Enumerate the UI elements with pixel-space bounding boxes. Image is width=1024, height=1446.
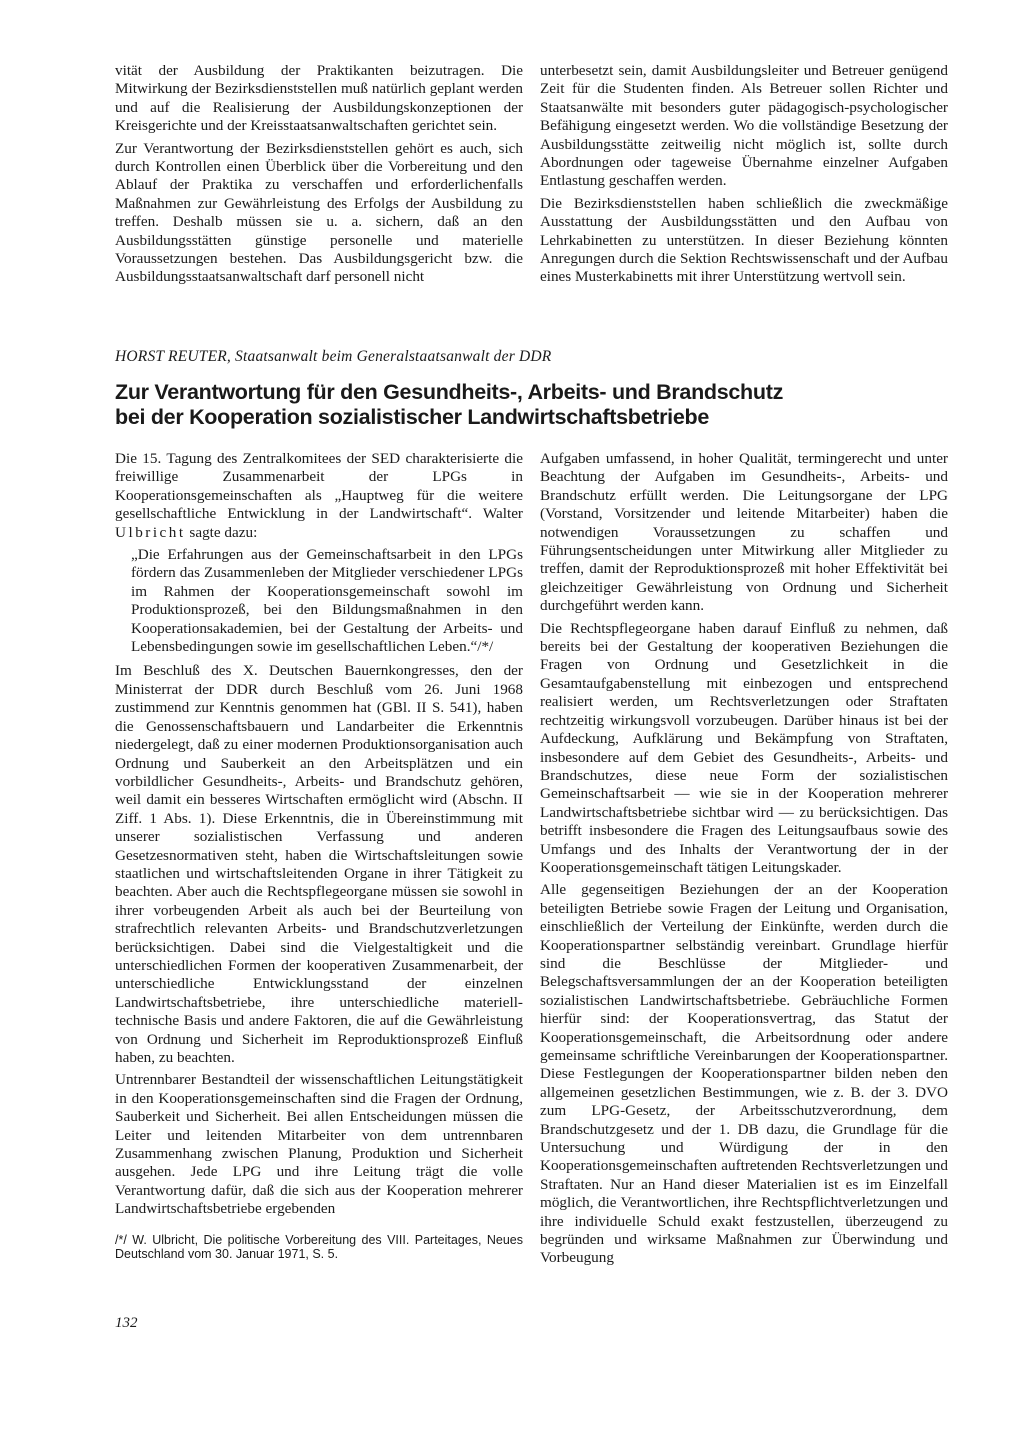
top-right-paragraph-1: unterbesetzt sein, damit Ausbildungsleiter und Betreuer genügend Zeit für die Studenten finden. Als Betreuer sollen Richter und Staatsanwälte mit besonders guter pädagogisch-psychologischer Befähigung eingesetzt werden. Wo die vollständige Besetzung der Ausbildungsstätte zeitweilig nicht möglich ist, sollte durch Abordnungen oder tageweise Übernahme einzelner Aufgaben Entlastung geschaffen werden. [540,62,948,190]
intro-text: Die 15. Tagung des Zentralkomitees der SED charakterisierte die freiwillige Zusammenarbeit der LPGs in Kooperationsgemeinschaften als „Hauptweg für die weitere gesellschaftliche Entwicklung in der Landwirtschaft“. [115,450,523,523]
intro-speaker-suffix: sagte dazu: [189,523,258,541]
article-title [115,380,935,430]
article-title-line-1: Zur Verantwortung für den Gesundheits-, Arbeits- und Brandschutz [115,380,784,404]
intro-speaker-prefix: Walter [482,505,523,523]
top-left-paragraph-1: vität der Ausbildung der Praktikanten beizutragen. Die Mitwirkung der Bezirksdienststellen muß natürlich geplant werden und auf die Realisierung der Ausbildungskonzeptionen der Kreisgerichte und der Kreisstaatsanwaltschaften gerichtet sein. [115,62,523,135]
article-left-paragraph-3: Untrennbarer Bestandteil der wissenschaftlichen Leitungstätigkeit in den Kooperationsgemeinschaften sind die Fragen der Ordnung, Sauberkeit und Sicherheit. Bei allen Entscheidungen müssen die Leiter und leitenden Mitarbeiter von dem untrennbaren Zusammenhang zwischen Planung, Produktion und Sicherheit ausgehen. Jede LPG und ihre Leitung trägt die volle Verantwortung dafür, daß die sich aus der Kooperation mehrerer Landwirtschaftsbetriebe ergebenden [115,1071,523,1218]
article-right-paragraph-1: Aufgaben umfassend, in hoher Qualität, termingerecht und unter Beachtung der Aufgaben im Gesundheits-, Arbeits- und Brandschutz erfüllt werden. Die Leitungsorgane der LPG (Vorstand, Vorsitzender und leitende Mitarbeiter) haben die notwendigen Voraussetzungen zu schaffen und Führungsentscheidungen unter Mitwirkung aller Mitglieder zu treffen, damit der Reproduktionsprozeß mit hoher Effektivität bei gleichzeitiger Gewährleistung von Ordnung und Sicherheit durchgeführt werden kann. [540,450,948,615]
top-right-column [540,62,948,291]
article-intro-paragraph [115,450,523,542]
article-right-paragraph-3: Alle gegenseitigen Beziehungen der an der Kooperation beteiligten Betriebe sowie Fragen der Leitung und Organisation, einschließlich der Verteilung der Einkünfte, werden durch die Kooperationspartner selbständig vereinbart. Grundlage hierfür sind die Beschlüsse der Mitglieder- und Belegschaftsversammlungen der an der Kooperation beteiligten sozialistischen Landwirtschaftsbetriebe. Gebräuchliche Formen hierfür sind: der Kooperationsvertrag, das Statut der Kooperationsgemeinschaft, die Arbeitsordnung oder andere gemeinsame schriftliche Vereinbarungen der Kooperationspartner. Diese Festlegungen der Kooperationspartner bilden neben den allgemeinen gesetzlichen Bestimmungen, wie z. B. der 3. DVO zum LPG-Gesetz, der Arbeitsschutzverordnung, dem Brandschutzgesetz und der 1. DB dazu, die Grundlage für die Untersuchung und Würdigung der in den Kooperationsgemeinschaften auftretenden Rechtsverletzungen und Straftaten. Nur an Hand dieser Materialien ist es im Einzelfall möglich, die Verantwortlichen, ihre Rechtspflichtverletzungen und ihre individuelle Schuld exakt festzustellen, überzeugend zu begründen und wirksame Maßnahmen zur Überwindung und Vorbeugung [540,881,948,1267]
article-right-column [540,450,948,1272]
top-left-column [115,62,523,291]
article-left-paragraph-2: Im Beschluß des X. Deutschen Bauernkongresses, den der Ministerrat der DDR durch Beschluß vom 26. Juni 1968 zustimmend zur Kenntnis genommen hat (GBl. II S. 541), haben die Genossenschaftsbauern und Landarbeiter die Erkenntnis niedergelegt, daß zu einer modernen Produktionsorganisation auch Ordnung und Sauberkeit an den Arbeitsplätzen und ein vorbildlicher Gesundheits-, Arbeits- und Brandschutz gehören, weil damit ein besseres Wirtschaften ermöglicht wird (Abschn. II Ziff. 1 Abs. 1). Diese Erkenntnis, die in Übereinstimmung mit unserer sozialistischen Verfassung und anderen Gesetzesnormativen steht, haben die Wirtschaftsleitungen sowie staatlichen und wirtschaftsleitenden Organe in ihrer Tätigkeit zu beachten. Aber auch die Rechtspflegeorgane müssen sie sowohl in ihrer vorbeugenden Arbeit als auch bei der Beurteilung von strafrechtlich relevanten Arbeits- und Brandschutzverletzungen berücksichtigen. Dabei sind die Vielgestaltigkeit und die unterschiedlichen Formen der kooperativen Zusammenarbeit, der unterschiedliche Entwicklungsstand der einzelnen Landwirtschaftsbetriebe, ihre unterschiedliche materiell-technische Basis und andere Faktoren, die auf die Gewährleistung von Ordnung und Sicherheit im Reproduktionsprozeß Einfluß haben, zu beachten. [115,662,523,1066]
article-right-paragraph-2: Die Rechtspflegeorgane haben darauf Einfluß zu nehmen, daß bereits bei der Gestaltung der kooperativen Beziehungen die Fragen von Ordnung und Gesetzlichkeit in die Gesamtaufgabenstellung mit einbezogen und entsprechend realisiert werden, um Rechtsverletzungen oder Straftaten rechtzeitig wirkungsvoll vorzubeugen. Darüber hinaus ist bei der Aufdeckung, Aufklärung und Bekämpfung von Straftaten, insbesondere auf dem Gebiet des Gesundheits-, Arbeits- und Brandschutzes, diese neue Form der sozialistischen Gemeinschaftsarbeit — wie sie in der Kooperation mehrerer Landwirtschaftsbetriebe sichtbar wird — zu berücksichtigen. Das betrifft insbesondere die Fragen des Leitungsaufbaus sowie des Umfangs und des Inhalts der Verantwortung der in der Kooperationsgemeinschaft tätigen Leitungskader. [540,619,948,876]
ulbricht-quote: „Die Erfahrungen aus der Gemeinschaftsarbeit in den LPGs fördern das Zusammenleben der Mitglieder verschiedener LPGs im Rahmen der Kooperationsgemeinschaft sowohl im Produktionsprozeß, bei den Bildungsmaßnahmen in den Kooperationsakademien, bei der Gestaltung der Arbeits- und Lebensbedingungen sowie im gesellschaftlichen Leben.“/*/ [131,546,523,656]
top-left-paragraph-2: Zur Verantwortung der Bezirksdienststellen gehört es auch, sich durch Kontrollen einen Überblick über die Vorbereitung und den Ablauf der Praktika zu verschaffen und erforderlichenfalls Maßnahmen zur Gewährleistung des Erfolgs der Ausbildung zu treffen. Deshalb müssen sie u. a. sichern, daß an den Ausbildungsstätten günstige personelle und materielle Voraussetzungen bestehen. Das Ausbildungsgericht bzw. die Ausbildungsstaatsanwaltschaft darf personell nicht [115,139,523,286]
article-left-column [115,450,523,1266]
article-byline: HORST REUTER, Staatsanwalt beim Generalstaatsanwalt der DDR [115,348,552,365]
article-title-line-2: bei der Kooperation sozialistischer Landwirtschaftsbetriebe [115,405,710,429]
intro-speaker-name: Ulbricht [115,523,186,541]
top-right-paragraph-2: Die Bezirksdienststellen haben schließlich die zweckmäßige Ausstattung der Ausbildungsstätten und den Aufbau von Lehrkabinetten zu unterstützen. In dieser Beziehung könnten Anregungen durch die Sektion Rechtswissenschaft und der Aufbau eines Musterkabinetts mit ihrer Unterstützung wertvoll sein. [540,194,948,286]
footnote: /*/ W. Ulbricht, Die politische Vorbereitung des VIII. Parteitages, Neues Deutschland vom 30. Januar 1971, S. 5. [115,1232,523,1262]
page-number: 132 [115,1315,138,1331]
